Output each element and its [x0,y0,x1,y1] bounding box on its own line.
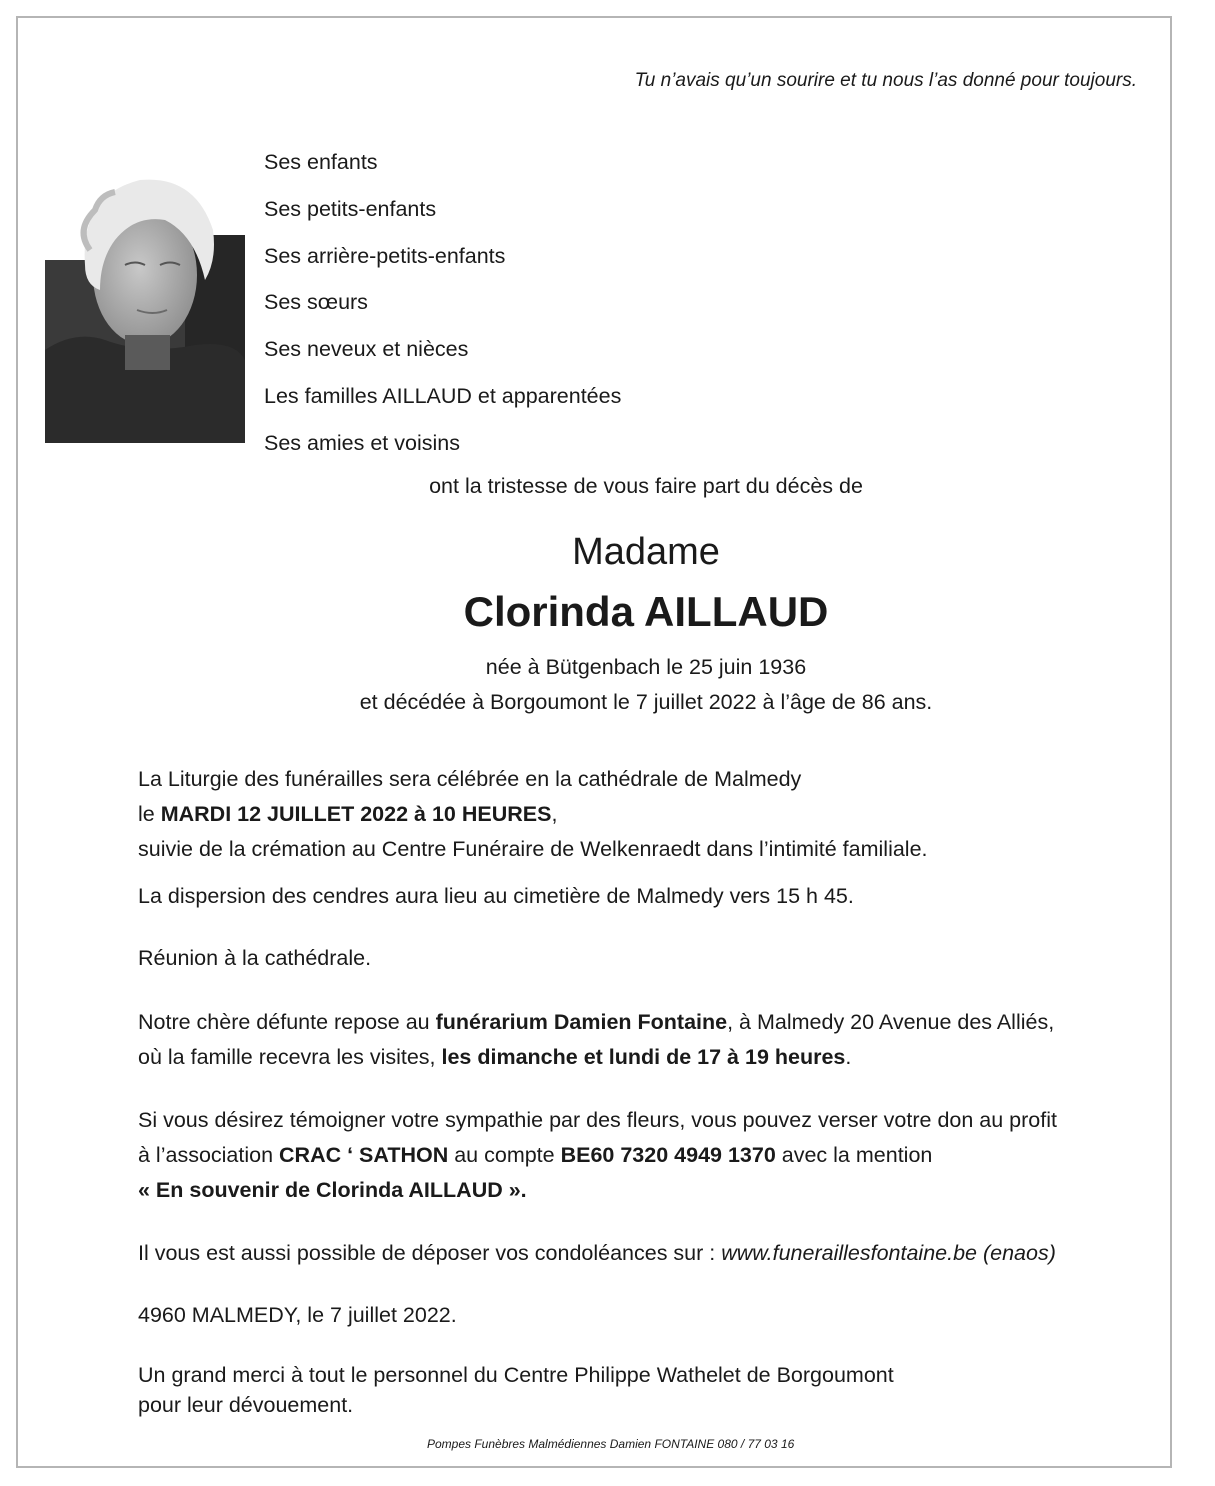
family-list [264,139,621,467]
family-line: Ses neveux et nièces [264,337,469,362]
thanks-line: pour leur dévouement. [138,1393,354,1417]
condolences-text: Il vous est aussi possible de déposer vos condoléances sur : www.funeraillesfontaine.be (enaos) [138,1241,1056,1265]
family-line: Ses petits-enfants [264,196,437,221]
reunion-text: Réunion à la cathédrale. [138,946,372,970]
cremation-line: suivie de la crémation au Centre Funéraire de Welkenraedt dans l’intimité familiale. [138,837,928,861]
birth-line: née à Bütgenbach le 25 juin 1936 [485,655,807,679]
visitation-hours-line: où la famille recevra les visites, les dimanche et lundi de 17 à 19 heures. [138,1045,852,1069]
honorific: Madame [572,531,720,573]
visiting-hours: les dimanche et lundi de 17 à 19 heures [441,1045,846,1069]
funeral-details [138,762,928,867]
death-line: et décédée à Borgoumont le 7 juillet 2022 à l’âge de 86 ans. [359,690,933,714]
funeral-date-line: le MARDI 12 JUILLET 2022 à 10 HEURES, [138,802,558,826]
family-line: Ses amies et voisins [264,430,460,455]
bank-account: BE60 7320 4949 1370 [560,1143,776,1167]
funeral-line: La Liturgie des funérailles sera célébrée en la cathédrale de Malmedy [138,767,802,791]
funerarium-name: funérarium Damien Fontaine [435,1010,728,1034]
donation-details [138,1103,1057,1208]
website-link[interactable]: www.funeraillesfontaine.be (enaos) [721,1241,1056,1265]
visitation-line: Notre chère défunte repose au funérarium Damien Fontaine, à Malmedy 20 Avenue des Alliés, [138,1010,1055,1034]
donation-account-line: à l’association CRAC ‘ SATHON au compte BE60 7320 4949 1370 avec la mention [138,1143,933,1167]
deceased-name: Clorinda AILLAUD [463,588,829,635]
footer-funeral-home: Pompes Funèbres Malmédiennes Damien FONTAINE 080 / 77 03 16 [427,1437,795,1451]
family-line: Ses arrière-petits-enfants [264,243,506,268]
dispersion-text: La dispersion des cendres aura lieu au cimetière de Malmedy vers 15 h 45. [138,884,854,908]
association-name: CRAC ‘ SATHON [279,1143,449,1167]
funeral-date: MARDI 12 JUILLET 2022 à 10 HEURES [160,802,552,826]
family-line: Ses sœurs [264,290,368,315]
place-date: 4960 MALMEDY, le 7 juillet 2022. [138,1303,457,1327]
thanks-text [138,1360,894,1420]
announcement: ont la tristesse de vous faire part du décès de [429,474,863,498]
visitation-details [138,1005,1054,1075]
donation-line: Si vous désirez témoigner votre sympathie par des fleurs, vous pouvez verser votre don au profit [138,1108,1057,1132]
memorial-quote: Tu n’avais qu’un sourire et tu nous l’as donné pour toujours. [634,70,1137,91]
family-line: Ses enfants [264,150,378,174]
thanks-line: Un grand merci à tout le personnel du Centre Philippe Wathelet de Borgoumont [138,1363,894,1387]
donation-mention: « En souvenir de Clorinda AILLAUD ». [138,1178,527,1202]
family-line: Les familles AILLAUD et apparentées [264,383,622,408]
portrait-photo [45,140,245,443]
